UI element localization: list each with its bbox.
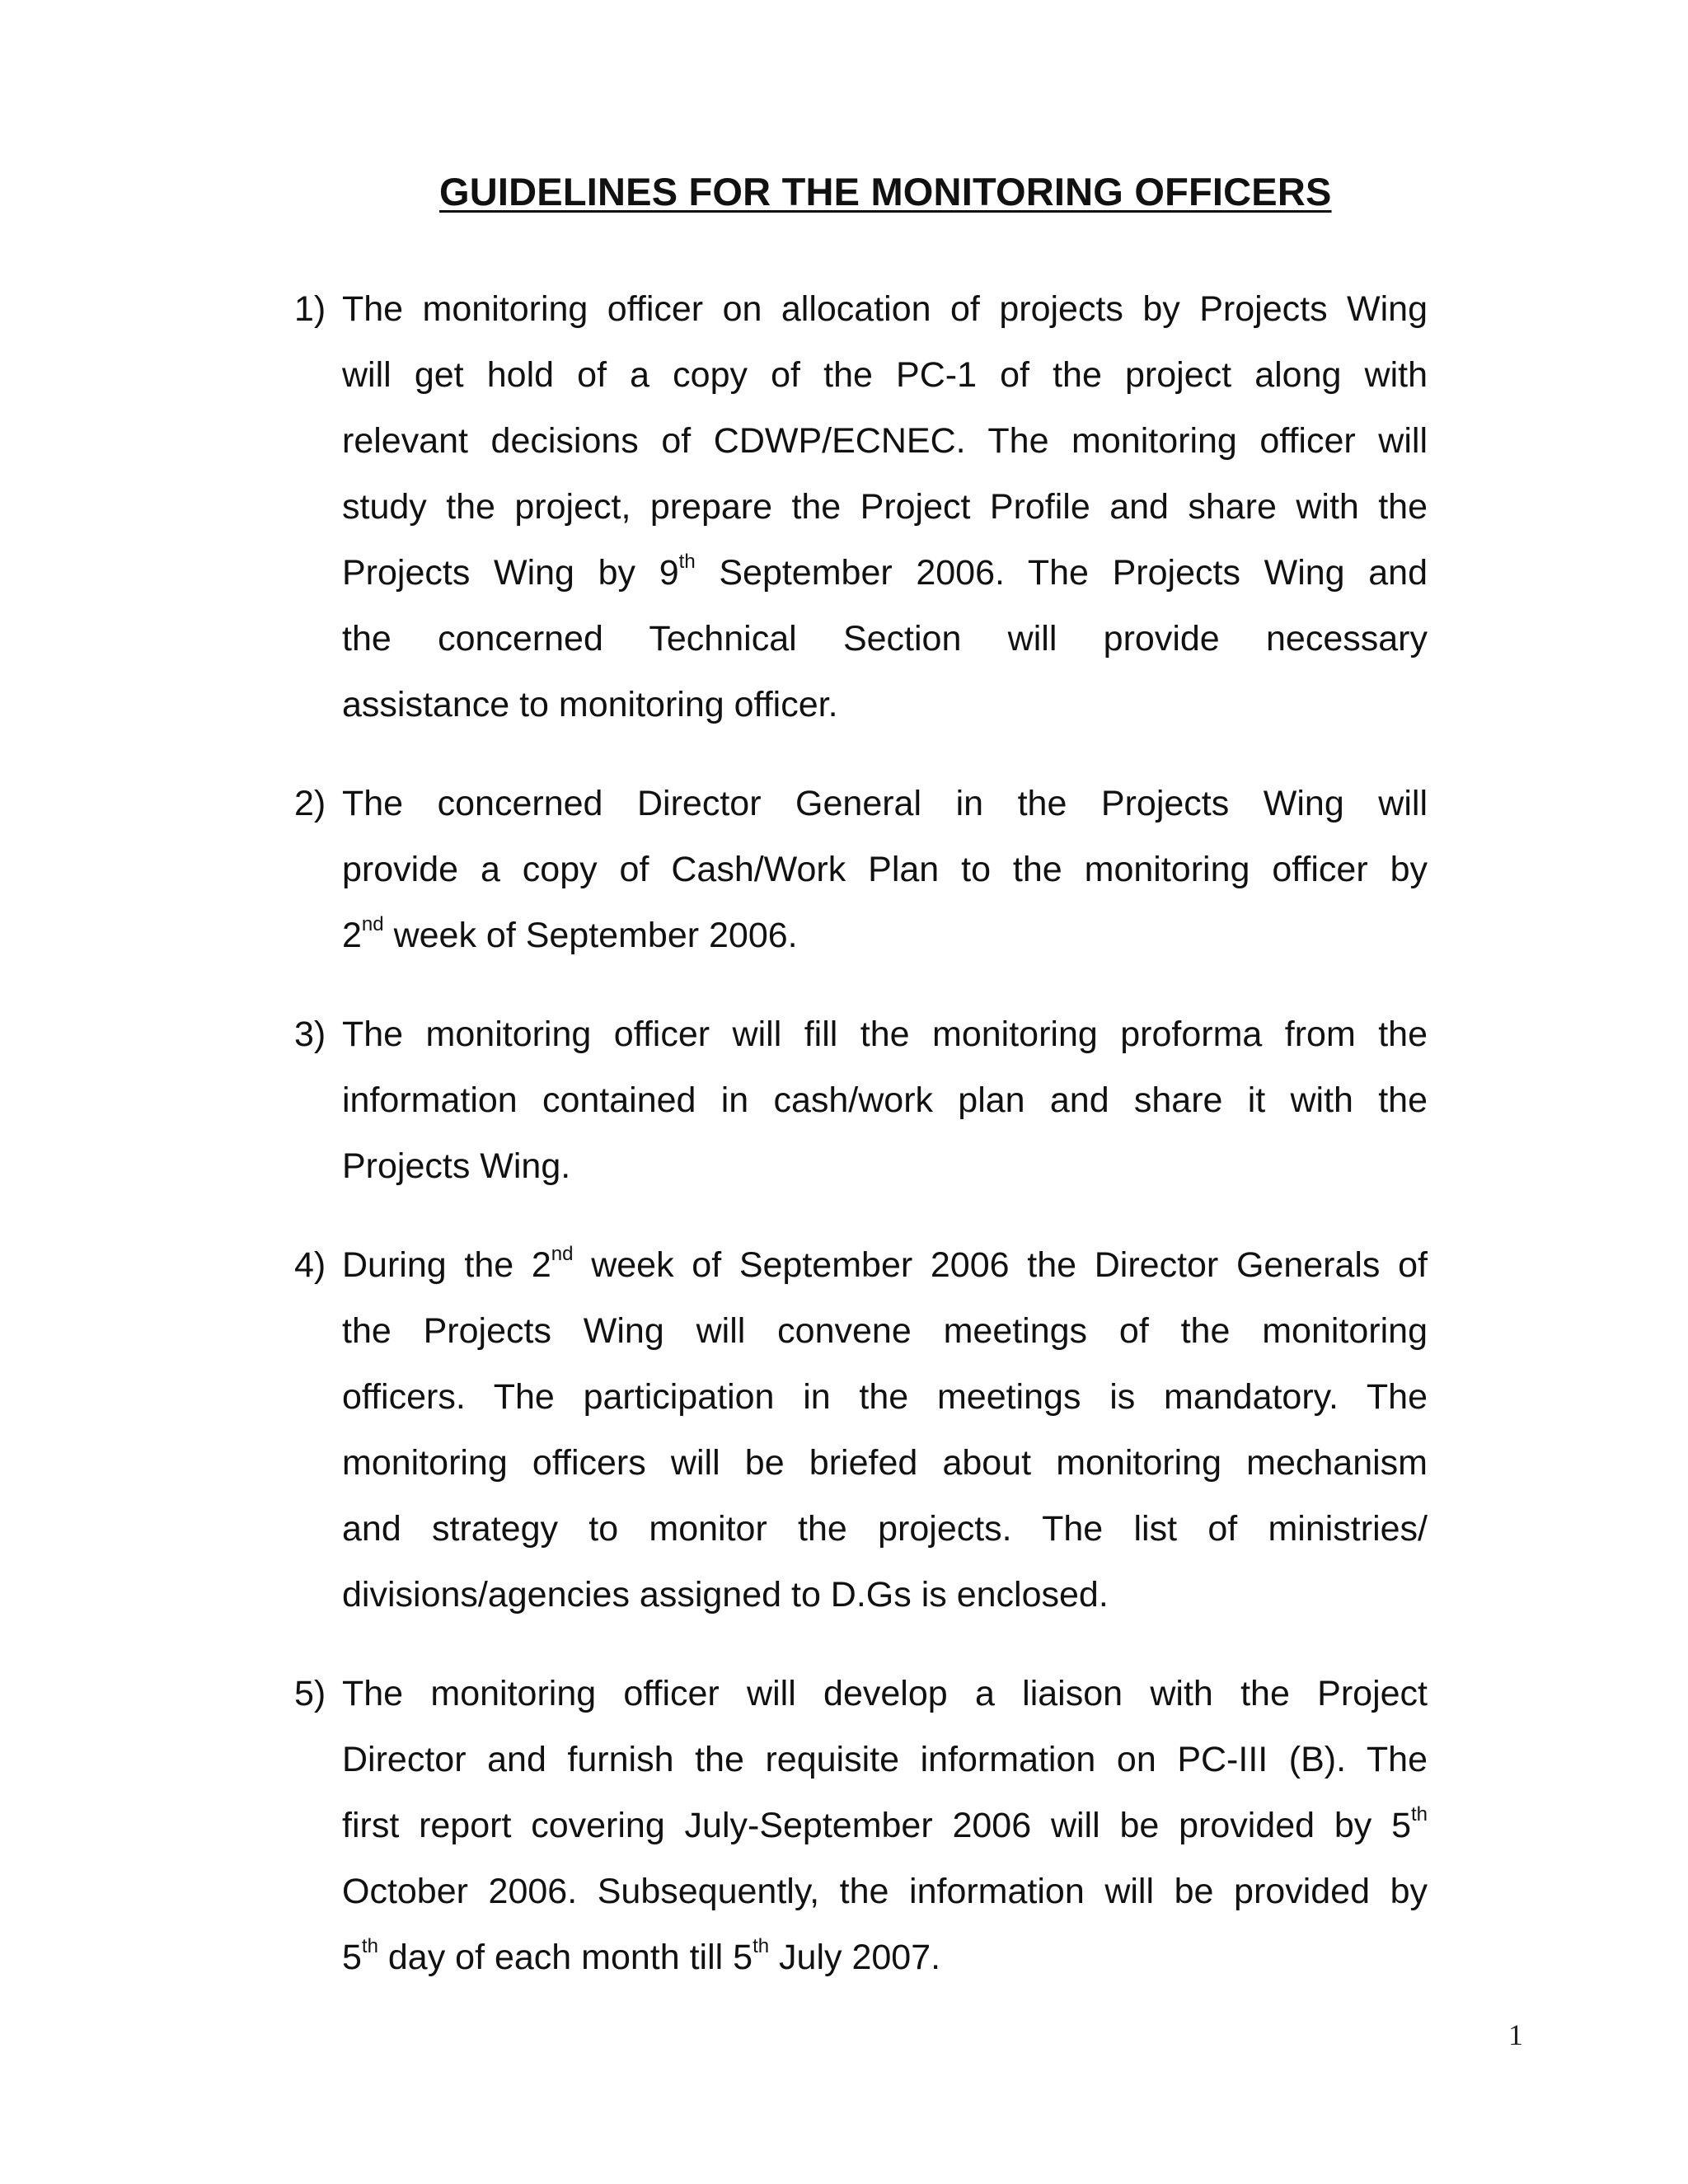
text-line bbox=[342, 1661, 1428, 1727]
guideline-item bbox=[294, 276, 1428, 738]
text-line bbox=[342, 1727, 1428, 1793]
text-run: divisions/agencies assigned to D.Gs is enclosed. bbox=[342, 1575, 1109, 1615]
text-run: The monitoring officer on allocation of projects by Projects Wing bbox=[342, 289, 1428, 329]
guideline-item bbox=[294, 1661, 1428, 1990]
text-run: day of each month till 5 bbox=[377, 1938, 753, 1977]
text-run: During the 2 bbox=[342, 1245, 551, 1285]
text-line bbox=[342, 540, 1428, 606]
guideline-number: 5) bbox=[294, 1674, 326, 1713]
text-line bbox=[342, 1364, 1428, 1430]
text-line bbox=[342, 1496, 1428, 1562]
text-run: The concerned Director General in the Projects Wing will bbox=[342, 784, 1428, 823]
text-run: October 2006. Subsequently, the information will be provided by bbox=[342, 1872, 1428, 1911]
ordinal-suffix: nd bbox=[361, 913, 384, 935]
text-run: week of September 2006 the Director Generals of bbox=[573, 1245, 1428, 1285]
guideline-item bbox=[294, 1232, 1428, 1628]
guideline-text bbox=[342, 1232, 1428, 1628]
ordinal-suffix: th bbox=[1410, 1803, 1428, 1825]
text-line bbox=[342, 474, 1428, 540]
guideline-number: 2) bbox=[294, 784, 326, 823]
guideline-text bbox=[342, 1661, 1428, 1990]
text-run: week of September 2006. bbox=[383, 916, 798, 955]
text-line bbox=[342, 1924, 1428, 1990]
text-line bbox=[342, 672, 1428, 738]
text-run: 2 bbox=[342, 916, 362, 955]
text-line bbox=[342, 1067, 1428, 1133]
text-run: will get hold of a copy of the PC-1 of the project along with bbox=[342, 355, 1428, 395]
text-run: study the project, prepare the Project Profile and share with the bbox=[342, 487, 1428, 527]
text-run: provide a copy of Cash/Work Plan to the monitoring officer by bbox=[342, 850, 1428, 889]
text-line bbox=[342, 1562, 1428, 1628]
guideline-number: 1) bbox=[294, 289, 326, 329]
text-line bbox=[342, 408, 1428, 474]
guideline-number: 3) bbox=[294, 1015, 326, 1054]
guideline-item bbox=[294, 771, 1428, 968]
text-line bbox=[342, 1430, 1428, 1496]
guideline-text bbox=[342, 276, 1428, 738]
text-run: Projects Wing. bbox=[342, 1146, 571, 1186]
text-run: Director and furnish the requisite information on PC-III (B). The bbox=[342, 1740, 1428, 1779]
ordinal-suffix: th bbox=[361, 1935, 378, 1957]
guideline-number: 4) bbox=[294, 1245, 326, 1285]
guideline-item bbox=[294, 1001, 1428, 1199]
document-title: GUIDELINES FOR THE MONITORING OFFICERS bbox=[439, 170, 1332, 213]
guideline-text bbox=[342, 1001, 1428, 1199]
text-run: assistance to monitoring officer. bbox=[342, 685, 838, 724]
text-run: the concerned Technical Section will provide necessary bbox=[342, 619, 1428, 658]
text-run: 5 bbox=[342, 1938, 362, 1977]
ordinal-suffix: th bbox=[678, 551, 696, 573]
text-run: the Projects Wing will convene meetings of the monitoring bbox=[342, 1311, 1428, 1351]
text-run: relevant decisions of CDWP/ECNEC. The monitoring officer will bbox=[342, 421, 1428, 461]
text-run: The monitoring officer will fill the monitoring proforma from the bbox=[342, 1015, 1428, 1054]
text-line bbox=[342, 342, 1428, 408]
text-run: The monitoring officer will develop a liaison with the Project bbox=[342, 1674, 1428, 1713]
ordinal-suffix: th bbox=[753, 1935, 770, 1957]
text-line bbox=[342, 606, 1428, 672]
text-line bbox=[342, 1133, 1428, 1199]
text-line bbox=[342, 1232, 1428, 1298]
text-line bbox=[342, 1793, 1428, 1858]
ordinal-suffix: nd bbox=[551, 1243, 574, 1265]
text-run: Projects Wing by 9 bbox=[342, 553, 679, 593]
text-line bbox=[342, 902, 1428, 968]
text-line bbox=[342, 1298, 1428, 1364]
guideline-text bbox=[342, 771, 1428, 968]
text-line bbox=[342, 1001, 1428, 1067]
text-run: first report covering July-September 2006 will be provided by 5 bbox=[342, 1806, 1411, 1845]
page-number: 1 bbox=[1508, 2018, 1523, 2051]
text-run: September 2006. The Projects Wing and bbox=[695, 553, 1428, 593]
text-line bbox=[342, 1858, 1428, 1924]
text-run: officers. The participation in the meetings is mandatory. The bbox=[342, 1377, 1428, 1417]
text-run: and strategy to monitor the projects. The list of ministries/ bbox=[342, 1509, 1428, 1549]
text-run: monitoring officers will be briefed about monitoring mechanism bbox=[342, 1443, 1428, 1483]
text-run: July 2007. bbox=[769, 1938, 941, 1977]
text-line bbox=[342, 276, 1428, 342]
guidelines-list bbox=[294, 276, 1428, 2023]
text-line bbox=[342, 837, 1428, 902]
text-line bbox=[342, 771, 1428, 837]
text-run: information contained in cash/work plan and share it with the bbox=[342, 1080, 1428, 1120]
